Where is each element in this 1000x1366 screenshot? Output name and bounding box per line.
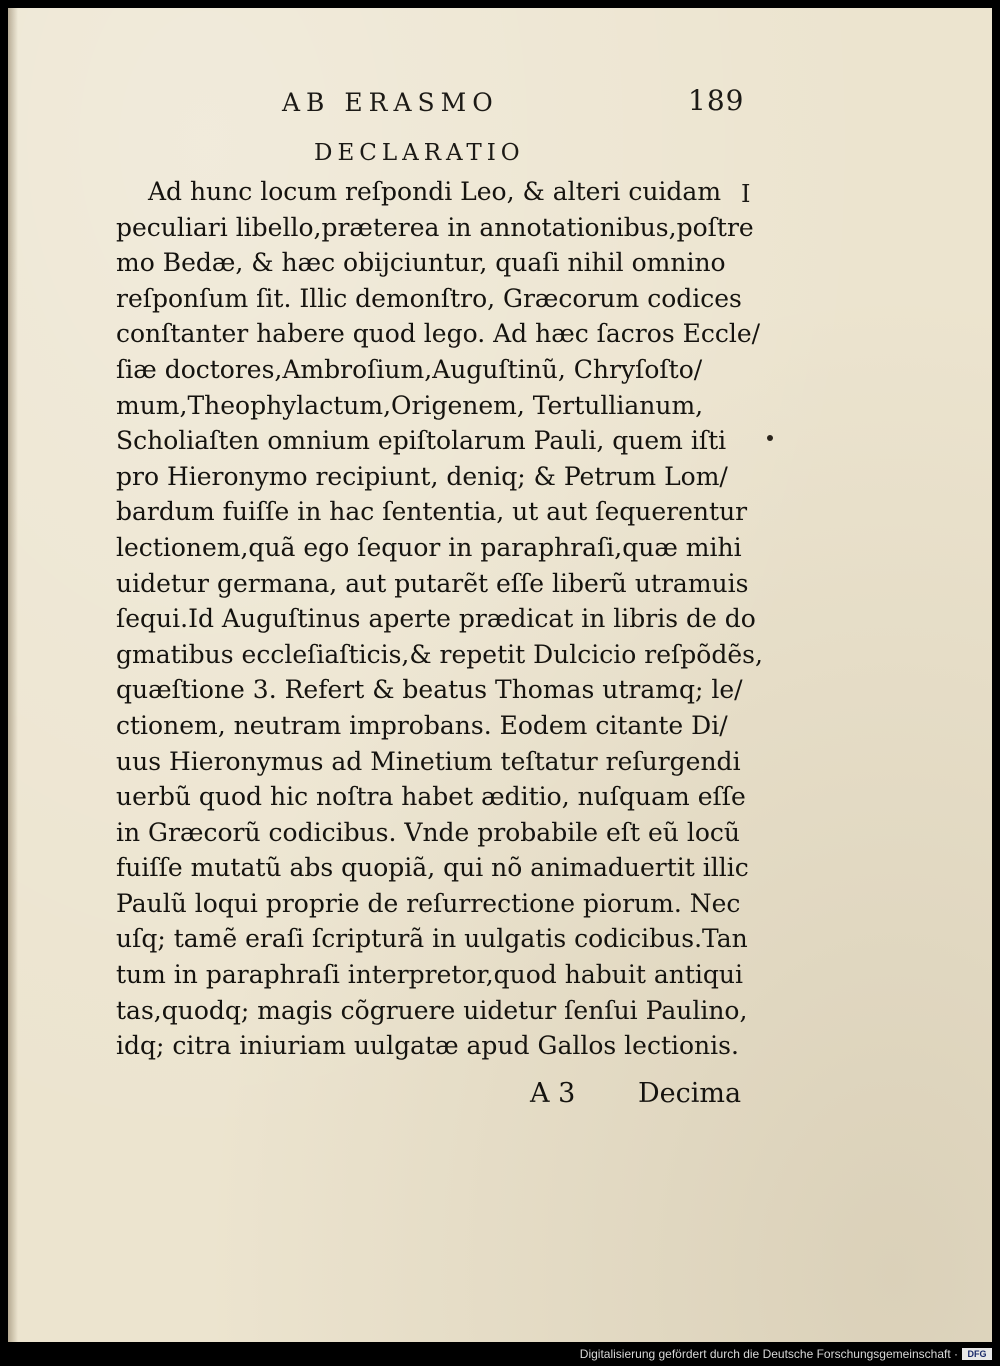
catchword: Decima: [638, 1078, 742, 1109]
text-line: quæſtione 3. Refert & beatus Thomas utramq; le/: [116, 675, 743, 705]
page-number: 189: [688, 84, 745, 117]
text-line: lectionem,quã ego ſequor in paraphraſi,quæ mihi: [116, 532, 742, 562]
body-text: [116, 174, 763, 1064]
text-line: gmatibus eccleſiaſticis,& repetit Dulcicio reſpõdẽs,: [116, 639, 763, 669]
text-line: bardum fuiſſe in hac ſententia, ut aut ſequerentur: [116, 497, 748, 527]
footer-credit-text: Digitalisierung gefördert durch die Deutsche Forschungsgemeinschaft ·: [579, 1347, 958, 1361]
dfg-logo-icon: DFG: [962, 1348, 992, 1360]
text-line: idq; citra iniuriam uulgatæ apud Gallos lectionis.: [116, 1031, 739, 1061]
section-heading: DECLARATIO: [314, 140, 525, 166]
signature-mark: A 3: [530, 1078, 576, 1109]
text-line: reſponſum ſit. Illic demonſtro, Græcorum codices: [116, 283, 742, 313]
running-head: AB ERASMO: [282, 88, 499, 117]
text-line: tas,quodq; magis cõgruere uidetur ſenſui Paulino,: [116, 995, 748, 1025]
text-line: Ad hunc locum reſpondi Leo, & alteri cuidam: [148, 177, 722, 206]
margin-note: I: [741, 180, 751, 208]
text-line: fuiſſe mutatũ abs quopiã, qui nõ animaduertit illic: [116, 853, 749, 883]
text-line: conſtanter habere quod lego. Ad hæc ſacros Eccle/: [116, 319, 761, 349]
text-line: mum,Theophylactum,Origenem, Tertullianum,: [116, 390, 704, 420]
text-line: peculiari libello,præterea in annotationibus,poſtre: [116, 212, 754, 242]
text-line: tum in paraphraſi interpretor,quod habuit antiqui: [116, 960, 744, 990]
footer: [580, 1346, 992, 1362]
page-edge-shadow: [8, 8, 18, 1342]
text-line: in Græcorũ codicibus. Vnde probabile eſt eũ locũ: [116, 817, 740, 847]
margin-dot: [767, 435, 773, 441]
text-line: uſq; tamẽ eraſi ſcripturã in uulgatis codicibus.Tan: [116, 924, 748, 954]
text-line: ſiæ doctores,Ambroſium,Auguſtinũ, Chryſoſto/: [116, 354, 703, 384]
text-line: mo Bedæ, & hæc obijciuntur, quaſi nihil omnino: [116, 248, 726, 278]
text-line: ſequi.Id Auguſtinus aperte prædicat in libris de do: [116, 604, 756, 634]
text-line: ctionem, neutram improbans. Eodem citante Di/: [116, 710, 728, 740]
text-line: pro Hieronymo recipiunt, deniq; & Petrum Lom/: [116, 461, 728, 491]
text-line: Scholiaſten omnium epiſtolarum Pauli, quem iſti: [116, 426, 727, 456]
text-line: uerbũ quod hic noſtra habet æditio, nuſquam eſſe: [116, 782, 746, 812]
text-line: Paulũ loqui proprie de reſurrectione piorum. Nec: [116, 888, 741, 918]
text-line: uidetur germana, aut putarẽt eſſe liberũ utramuis: [116, 568, 749, 598]
book-page: [8, 8, 992, 1342]
text-line: uus Hieronymus ad Minetium teſtatur reſurgendi: [116, 746, 741, 776]
